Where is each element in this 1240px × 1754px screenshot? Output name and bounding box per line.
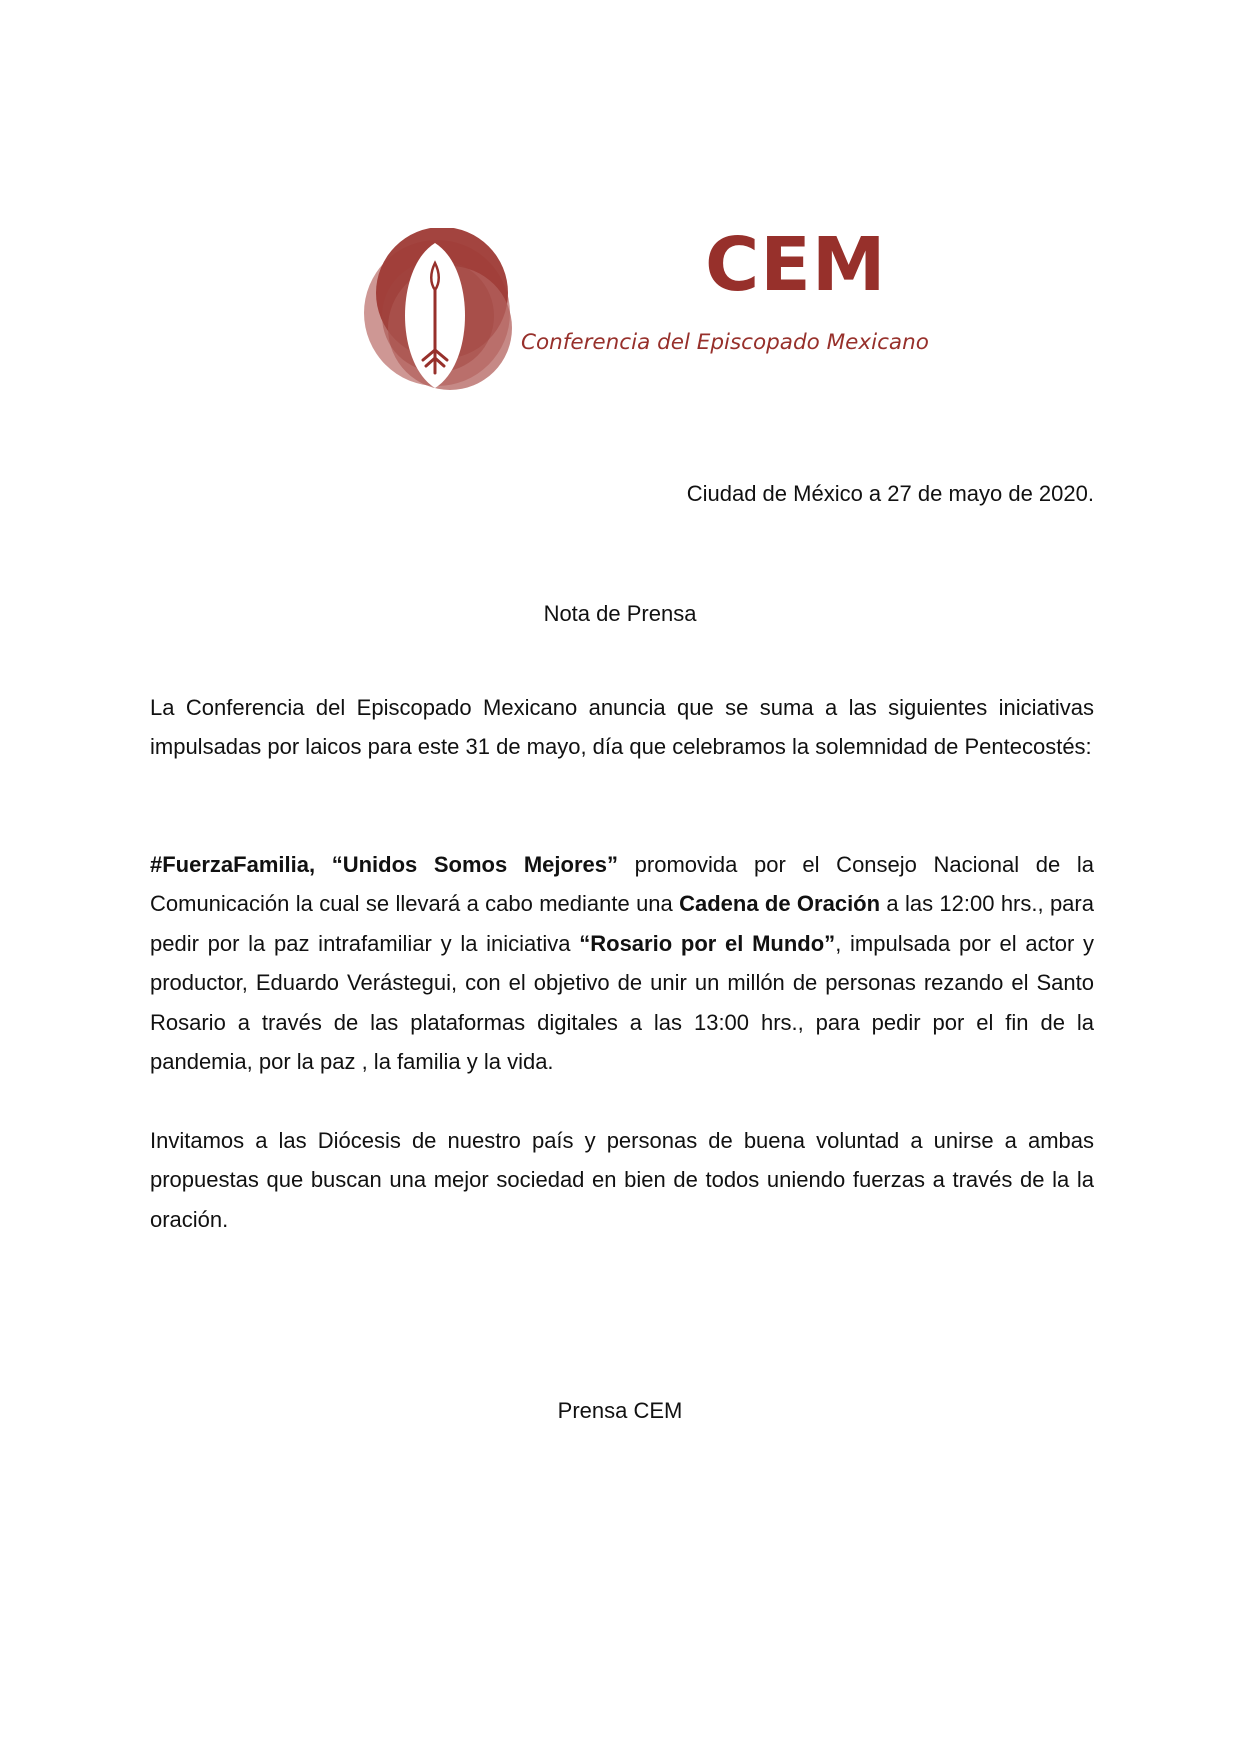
initiatives-text-part2: a las 12:00 hrs., para pedir por la paz intrafamiliar y la iniciativa <box>150 891 1094 956</box>
rosary-initiative-title: “Rosario por el Mundo” <box>579 930 836 956</box>
document-heading: Nota de Prensa <box>543 601 697 626</box>
prayer-chain-title: Cadena de Oración <box>679 891 881 917</box>
date-line: Ciudad de México a 27 de mayo de 2020. <box>686 481 1094 506</box>
hashtag-initiative-title: #FuerzaFamilia, “Unidos Somos Mejores” <box>150 852 619 877</box>
intro-paragraph: La Conferencia del Episcopado Mexicano anuncia que se suma a las siguientes iniciativas impulsadas por laicos para este 31 de mayo, día que celebramos la solemnidad de Pentecostés: <box>150 695 1094 760</box>
initiatives-text-part1: promovida por el Consejo Nacional de la Comunicación la cual se llevará a cabo mediante una <box>150 852 1094 917</box>
logo-acronym: CEM <box>705 222 887 308</box>
cem-logo <box>360 222 929 398</box>
initiatives-text-part3: , impulsada por el actor y productor, Eduardo Verástegui, con el objetivo de unir un millón de personas rezando el Santo Rosario a través de las plataformas digitales a las 13:00 hrs., para pedir por el fin de la pandemia, por la paz , la familia y la vida. <box>150 930 1094 1075</box>
cem-emblem-icon <box>360 228 530 398</box>
logo-full-name: Conferencia del Episcopado Mexicano <box>521 330 929 355</box>
invitation-paragraph: Invitamos a las Diócesis de nuestro país y personas de buena voluntad a unirse a ambas propuestas que buscan una mejor sociedad en bien de todos uniendo fuerzas a través de la la oración. <box>150 1128 1094 1232</box>
initiatives-paragraph <box>150 845 1094 1081</box>
signature: Prensa CEM <box>557 1398 683 1423</box>
